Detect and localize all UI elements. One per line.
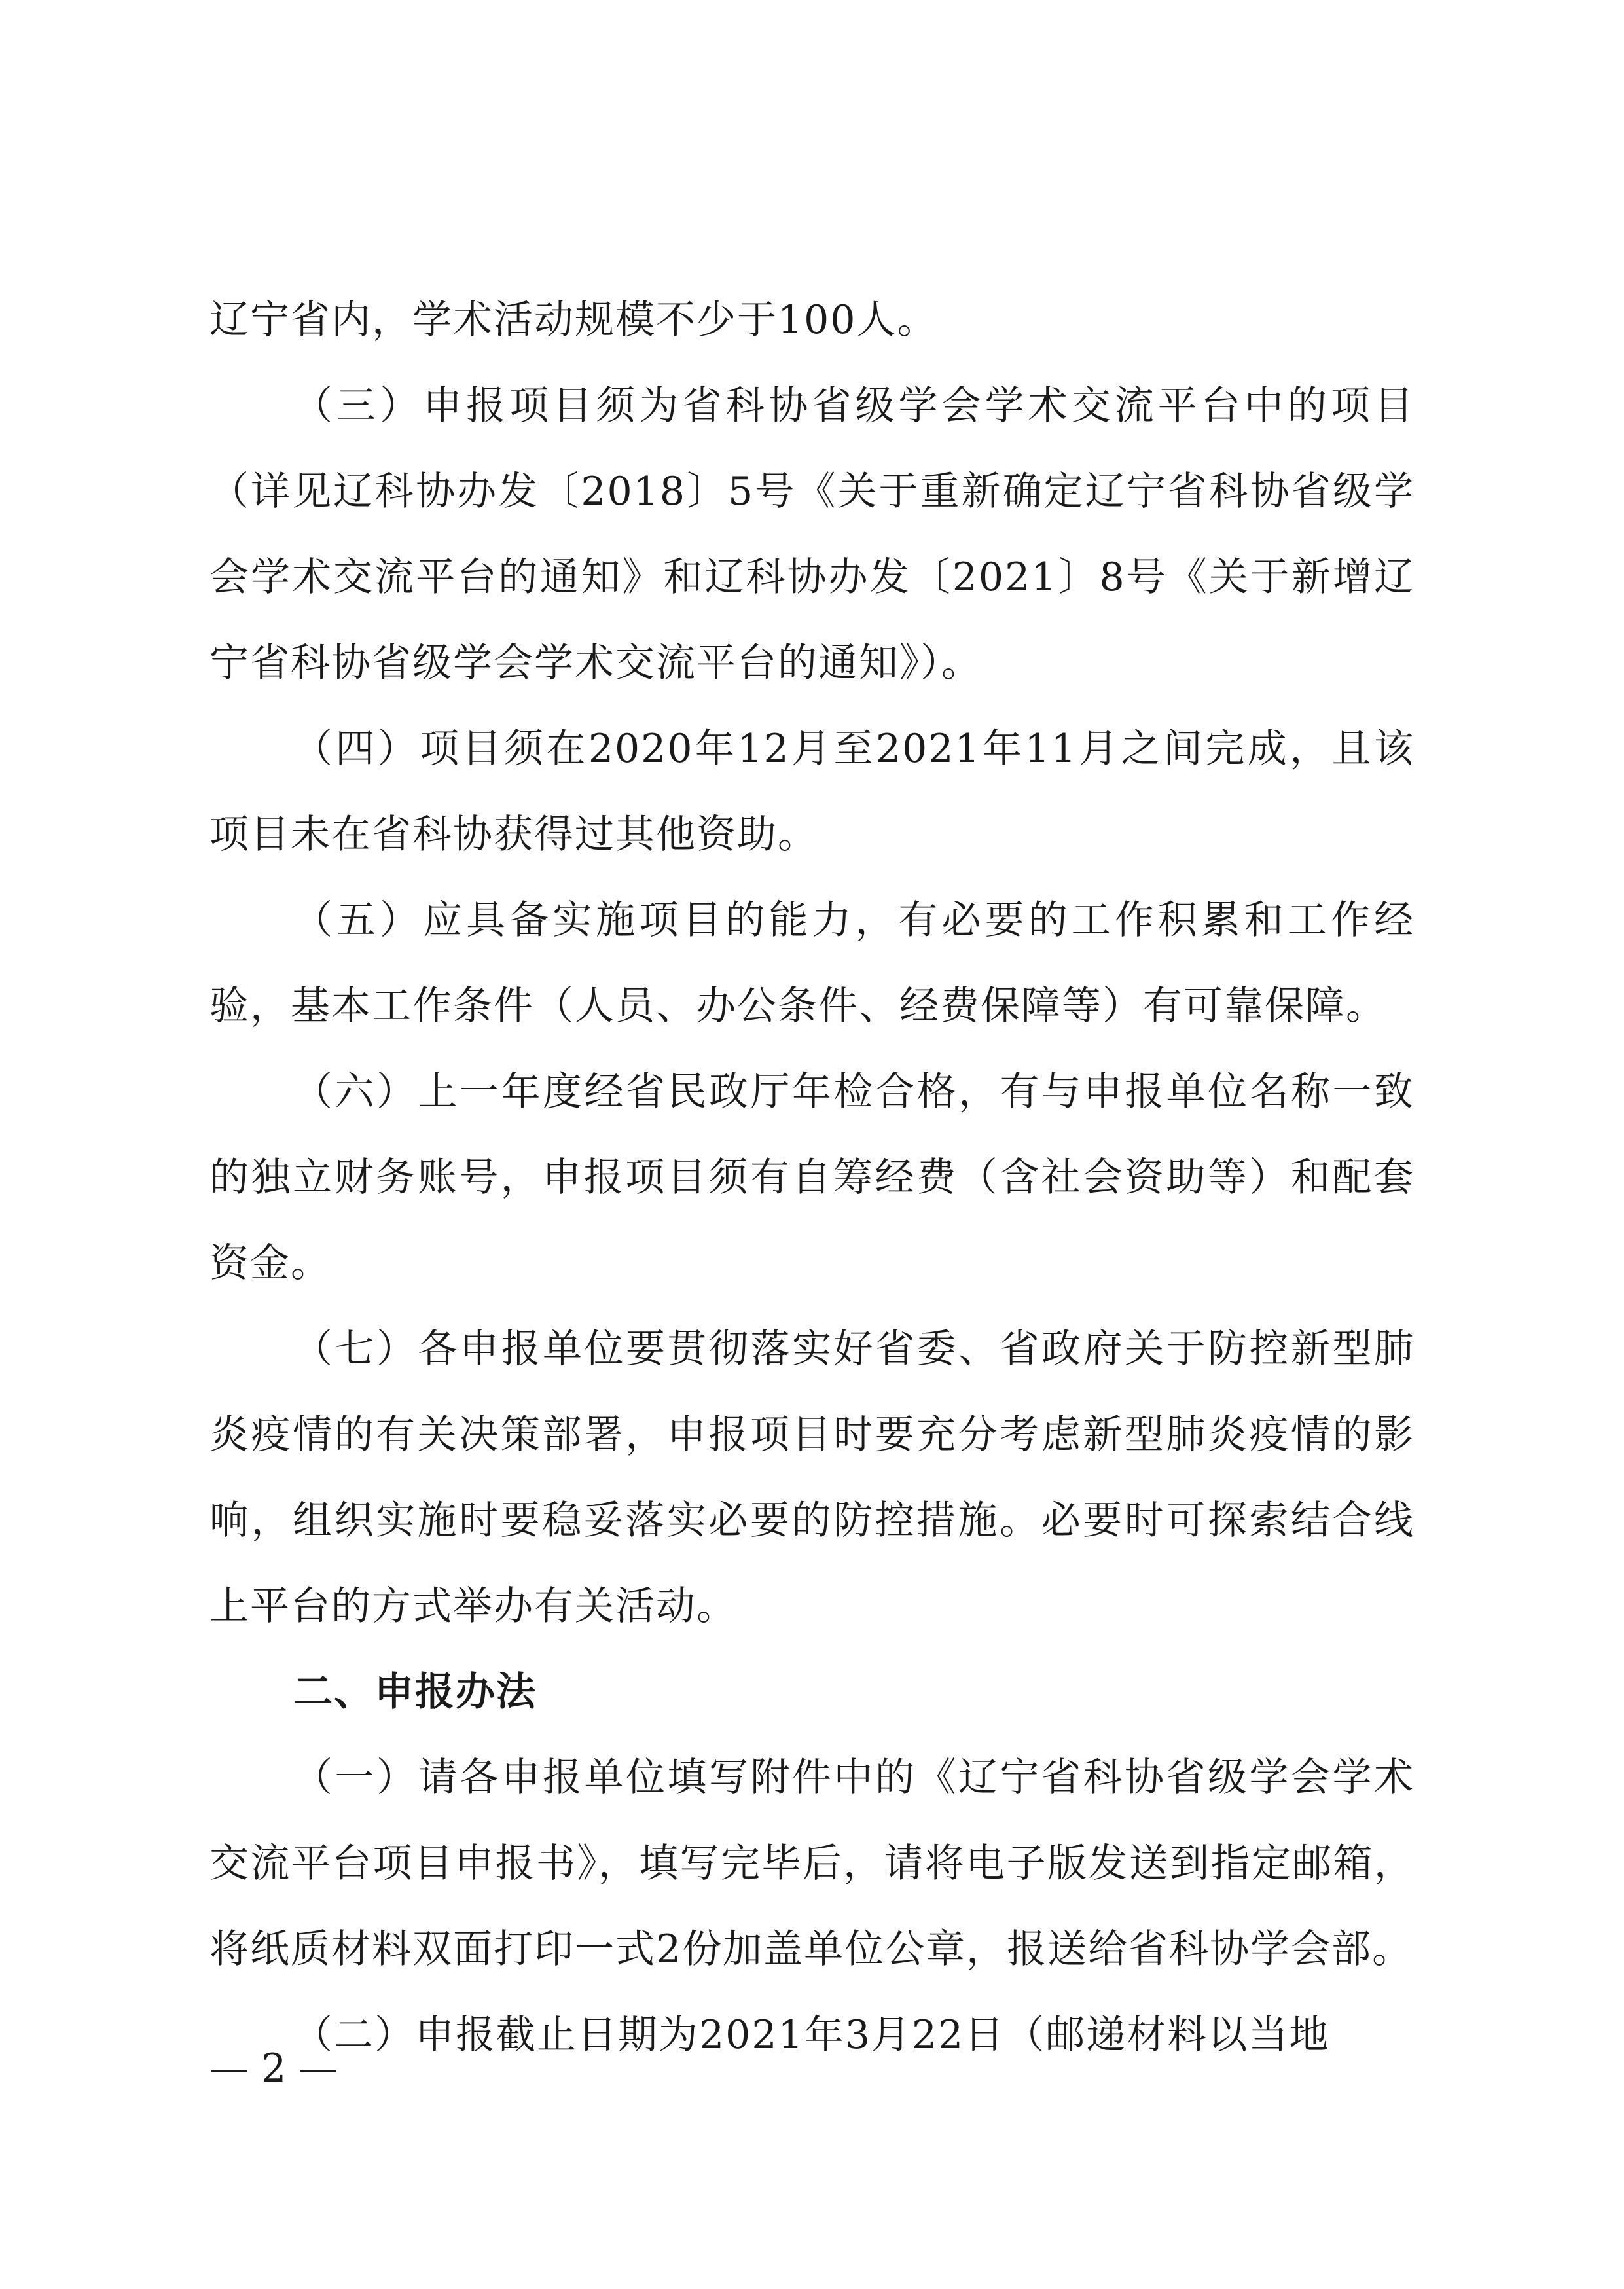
paragraph-continuation: 辽宁省内，学术活动规模不少于100人。	[209, 297, 938, 343]
paragraph-item-6: （六）上一年度经省民政厅年检合格，有与申报单位名称一致的独立财务账号，申报项目须有自筹经费（含社会资助等）和配套资金。	[209, 1069, 1415, 1286]
paragraph-item-5: （五）应具备实施项目的能力，有必要的工作积累和工作经验，基本工作条件（人员、办公条件、经费保障等）有可靠保障。	[209, 897, 1415, 1029]
paragraph-item-7: （七）各申报单位要贯彻落实好省委、省政府关于防控新型肺炎疫情的有关决策部署，申报项目时要充分考虑新型肺炎疫情的影响，组织实施时要稳妥落实必要的防控措施。必要时可探索结合线上平台的方式举办有关活动。	[209, 1326, 1415, 1629]
document-body	[209, 278, 1415, 2078]
section-paragraph-1: （一）请各申报单位填写附件中的《辽宁省科协省级学会学术交流平台项目申报书》，填写完毕后，请将电子版发送到指定邮箱，将纸质材料双面打印一式2份加盖单位公章，报送给省科协学会部。	[209, 1755, 1415, 1972]
page-number: — 2 —	[209, 2046, 338, 2091]
paragraph-item-3: （三）申报项目须为省科协省级学会学术交流平台中的项目（详见辽科协办发〔2018〕5号《关于重新确定辽宁省科协省级学会学术交流平台的通知》和辽科协办发〔2021〕8号《关于新增辽宁省科协省级学会学术交流平台的通知》）。	[209, 383, 1415, 686]
section-heading: 二、申报办法	[293, 1669, 537, 1715]
paragraph-item-4: （四）项目须在2020年12月至2021年11月之间完成，且该项目未在省科协获得过其他资助。	[209, 726, 1415, 857]
section-paragraph-2: （二）申报截止日期为2021年3月22日（邮递材料以当地	[293, 2012, 1330, 2058]
